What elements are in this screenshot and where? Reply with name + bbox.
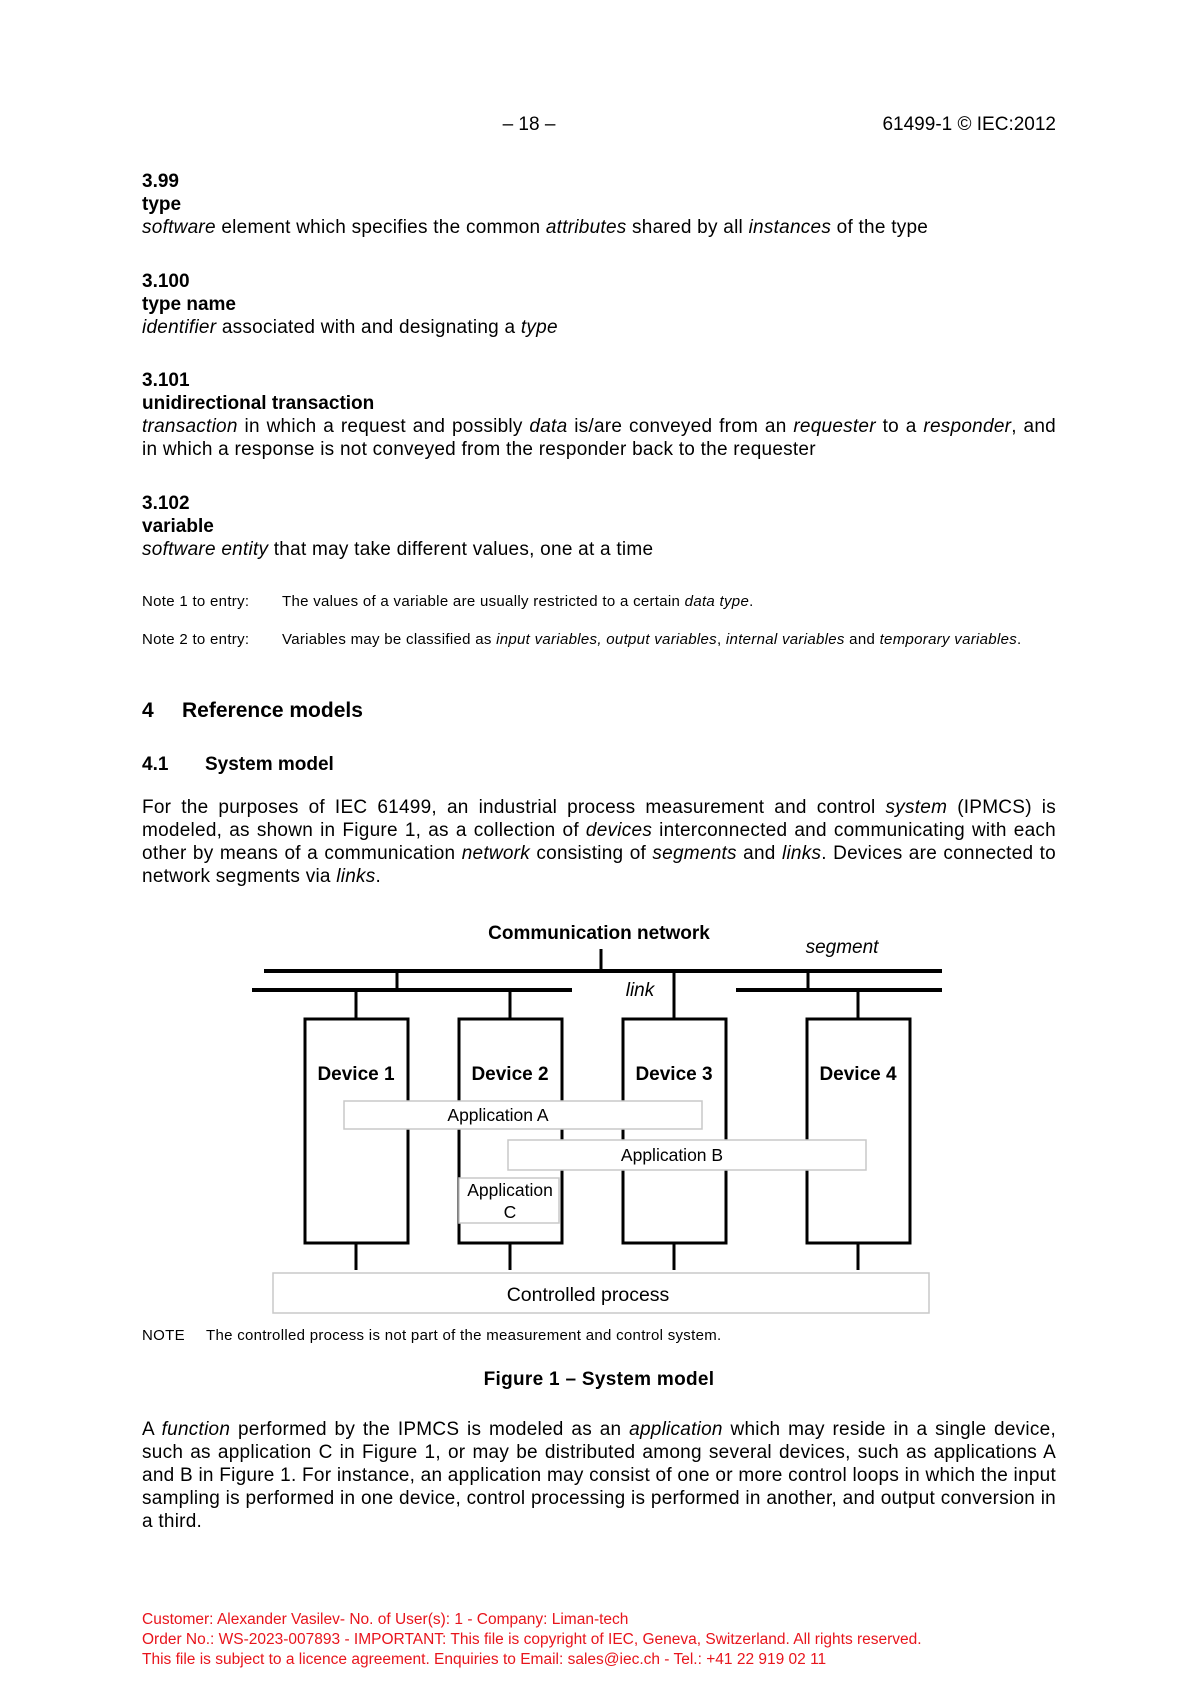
figure-note: NOTE The controlled process is not part of the measurement and control system.: [142, 1327, 722, 1344]
term-definition: transaction in which a request and possibly data is/are conveyed from an requester to a responder, and in which a response is not conveyed from the responder back to the requester: [142, 416, 1056, 460]
term-name: unidirectional transaction: [142, 393, 375, 414]
device-4-box: [807, 1019, 910, 1243]
note-1: Note 1 to entry: The values of a variable are usually restricted to a certain data type.: [142, 593, 754, 610]
system-model-figure: [240, 916, 960, 1324]
device-4-label: Device 4: [819, 1064, 897, 1085]
application-b-label: Application B: [620, 1145, 724, 1165]
footer-line-3: This file is subject to a licence agreement. Enquiries to Email: sales@iec.ch - Tel.: +41 22 919 02 11: [142, 1651, 827, 1668]
segment-label: segment: [805, 937, 879, 958]
page-header: [142, 114, 1056, 138]
term-name: type: [142, 194, 182, 215]
term-number: 3.102: [142, 493, 190, 514]
application-c-label-line1: Application: [467, 1180, 553, 1200]
footer-line-1: Customer: Alexander Vasilev- No. of User(s): 1 - Company: Liman-tech: [142, 1611, 629, 1628]
device-1-label: Device 1: [317, 1064, 395, 1085]
footer-line-2: Order No.: WS-2023-007893 - IMPORTANT: This file is copyright of IEC, Geneva, Switzerland. All rights reserved.: [142, 1631, 922, 1648]
term-name: type name: [142, 294, 236, 315]
subsection-heading: 4.1 System model: [142, 754, 334, 775]
term-3-101: [142, 369, 1056, 461]
document-reference: 61499-1 © IEC:2012: [882, 114, 1056, 135]
term-3-100: [142, 270, 1056, 339]
application-c-label-line2: C: [503, 1202, 517, 1222]
figure-caption: Figure 1 – System model: [483, 1369, 715, 1390]
device-2-label: Device 2: [471, 1064, 549, 1085]
term-number: 3.99: [142, 171, 179, 192]
section-heading: 4 Reference models: [142, 699, 363, 722]
term-definition: identifier associated with and designating a type: [142, 317, 558, 338]
note-2: Note 2 to entry: Variables may be classified as input variables, output variables, internal variables and temporary variables.: [142, 631, 1022, 648]
body-paragraph: For the purposes of IEC 61499, an industrial process measurement and control system (IPMCS) is modeled, as shown in Figure 1, as a collection of devices interconnected and communicating with each other by means of a communication network consisting of segments and links. Devices are connected to network segments via links.: [142, 797, 1056, 887]
device-3-label: Device 3: [635, 1064, 713, 1085]
term-name: variable: [142, 516, 214, 537]
term-number: 3.100: [142, 271, 190, 292]
term-3-102: [142, 492, 1056, 561]
term-3-99: [142, 170, 1056, 239]
network-label: Communication network: [488, 923, 710, 944]
body-paragraph-2: A function performed by the IPMCS is modeled as an application which may reside in a single device, such as application C in Figure 1, or may be distributed among several devices, such as applications A and B in Figure 1. For instance, an application may consist of one or more control loops in which the input sampling is performed in one device, control processing is performed in another, and output conversion in a third.: [142, 1419, 1056, 1532]
term-definition: software element which specifies the common attributes shared by all instances of the type: [142, 217, 929, 238]
licence-footer: [142, 1610, 922, 1670]
figure-drawing: [240, 916, 960, 1324]
page-number: – 18 –: [502, 114, 556, 135]
application-a-label: Application A: [447, 1105, 549, 1125]
term-number: 3.101: [142, 370, 190, 391]
device-1-box: [305, 1019, 408, 1243]
term-definition: software entity that may take different values, one at a time: [142, 539, 654, 560]
link-label: link: [625, 980, 655, 1001]
controlled-process-label: Controlled process: [506, 1284, 670, 1306]
device-3-box: [620, 1019, 726, 1243]
